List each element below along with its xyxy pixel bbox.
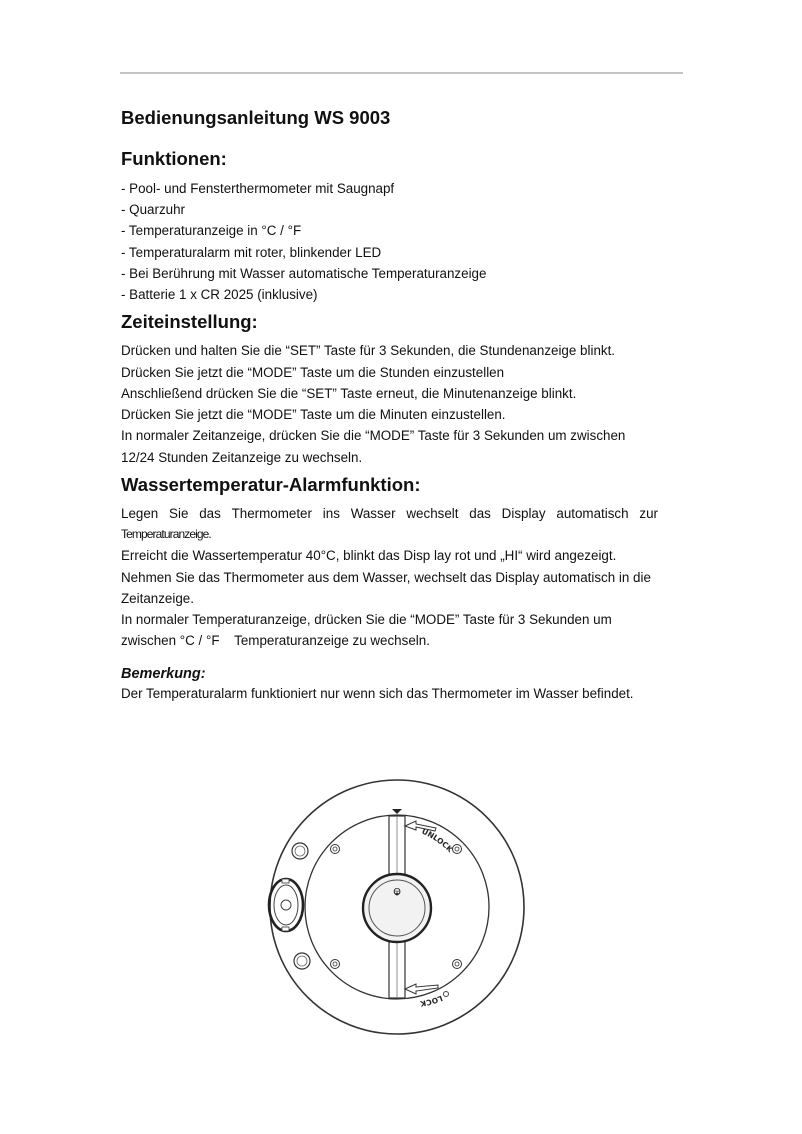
note-text: Der Temperaturalarm funktioniert nur wenn sich das Thermometer im Wasser befindet.	[121, 685, 634, 701]
justified-line	[121, 503, 658, 524]
word: Sie	[169, 506, 189, 521]
word: das	[469, 506, 491, 521]
led-indicator	[444, 992, 449, 997]
word: Thermometer	[231, 506, 312, 521]
paragraph-line: 12/24 Stunden Zeitanzeige zu wechseln.	[121, 449, 363, 465]
water-alarm-paragraph	[121, 503, 691, 652]
functions-list	[121, 178, 691, 305]
lock-arrow-icon	[405, 984, 438, 994]
unlock-arrow-icon	[405, 821, 436, 831]
thermometer-diagram	[266, 776, 528, 1038]
functions-heading: Funktionen:	[121, 148, 227, 169]
top-marker-icon	[392, 809, 402, 814]
compressed-line: Temperaturanzeige.	[121, 527, 211, 542]
paragraph-line: Drücken und halten Sie die “SET” Taste für 3 Sekunden, die Stundenanzeige blinkt.	[121, 343, 616, 359]
document-title: Bedienungsanleitung WS 9003	[121, 107, 391, 128]
list-item: - Pool- und Fensterthermometer mit Saugnapf	[121, 181, 395, 196]
center-symbol: Θ	[393, 887, 401, 898]
paragraph-line: Nehmen Sie das Thermometer aus dem Wasser, wechselt das Display automatisch in die	[121, 569, 651, 585]
word: wechselt	[406, 506, 459, 521]
unlock-label: UNLOCK	[420, 826, 455, 854]
paragraph-line: Anschließend drücken Sie die “SET” Taste erneut, die Minutenanzeige blinkt.	[121, 385, 577, 401]
paragraph-line: In normaler Zeitanzeige, drücken Sie die “MODE” Taste für 3 Sekunden um zwischen	[121, 428, 626, 444]
screw-hole	[453, 960, 462, 969]
note-heading: Bemerkung:	[121, 665, 206, 682]
word: Display	[501, 506, 546, 521]
paragraph-line: Drücken Sie jetzt die “MODE” Taste um die Minuten einzustellen.	[121, 407, 506, 423]
paragraph-line: Zeitanzeige.	[121, 590, 194, 606]
lock-label: LOCK	[419, 993, 444, 1009]
time-setting-heading: Zeiteinstellung:	[121, 311, 258, 333]
mode-button[interactable]	[294, 953, 310, 969]
time-setting-paragraph	[121, 340, 691, 468]
center-knob	[363, 874, 431, 942]
screw-hole	[331, 960, 340, 969]
word: automatisch	[556, 506, 629, 521]
list-item: - Bei Berührung mit Wasser automatische Temperaturanzeige	[121, 265, 487, 281]
word: Wasser	[350, 506, 396, 521]
screw-hole	[453, 845, 462, 854]
list-item: - Quarzuhr	[121, 202, 185, 218]
paragraph-line: zwischen °C / °F Temperaturanzeige zu wechseln.	[121, 633, 430, 649]
water-alarm-heading: Wassertemperatur-Alarmfunktion:	[121, 474, 421, 495]
word: zur	[639, 506, 658, 521]
word: Legen	[121, 506, 159, 521]
paragraph-line: In normaler Temperaturanzeige, drücken Sie die “MODE” Taste für 3 Sekunden um	[121, 612, 612, 628]
paragraph-line: Erreicht die Wassertemperatur 40°C, blinkt das Disp lay rot und „HI“ wird angezeigt.	[121, 548, 617, 564]
word: das	[199, 506, 221, 521]
screw-hole	[331, 845, 340, 854]
manual-content	[121, 106, 691, 704]
list-item: - Temperaturanzeige in °C / °F	[121, 223, 302, 239]
set-button[interactable]	[292, 843, 308, 859]
list-item: - Batterie 1 x CR 2025 (inklusive)	[121, 287, 318, 303]
word: ins	[322, 506, 340, 521]
paragraph-line: Drücken Sie jetzt die “MODE” Taste um die Stunden einzustellen	[121, 364, 505, 380]
list-item: - Temperaturalarm mit roter, blinkender LED	[121, 244, 382, 260]
top-divider	[120, 72, 683, 74]
